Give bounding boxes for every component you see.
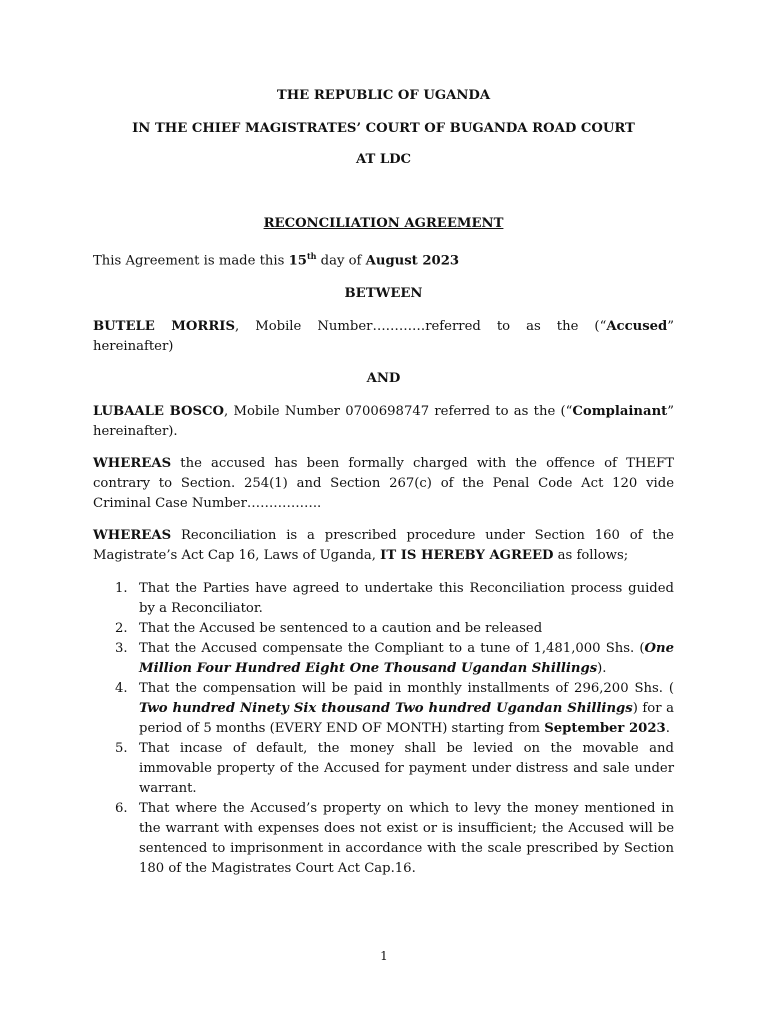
list-item-text: That incase of default, the money shall be levied on the movable and immovable property of the Accused for payment under distress and sale under warrant. xyxy=(139,741,674,797)
list-item-number: 4. xyxy=(115,681,128,697)
list-item xyxy=(93,799,674,879)
terms-list xyxy=(93,579,674,879)
whereas1-text: the accused has been formally charged with the offence of THEFT contrary to Section. 254(1) and Section 267(c) of the Penal Code Act 120 vide Criminal Case Number…………….. xyxy=(93,456,674,512)
whereas2-agreed: IT IS HEREBY AGREED xyxy=(380,548,554,564)
between-label: BETWEEN xyxy=(344,286,423,302)
header-court: IN THE CHIEF MAGISTRATES’ COURT OF BUGANDA ROAD COURT xyxy=(132,121,635,136)
and-label: AND xyxy=(366,371,401,387)
list-item-text: That the compensation will be paid in monthly installments of 296,200 Shs. ( xyxy=(139,681,674,697)
list-item-amount-words: One Million Four Hundred Eight One Thousand Ugandan Shillings xyxy=(139,641,674,677)
list-item xyxy=(93,619,674,639)
party1-role: Accused xyxy=(606,319,668,335)
party2-text1: , Mobile Number 0700698747 referred to as the (“ xyxy=(224,404,573,420)
list-item-number: 3. xyxy=(115,641,128,657)
document-body xyxy=(93,86,674,879)
list-item-text: That the Accused compensate the Compliant to a tune of 1,481,000 Shs. ( xyxy=(139,641,645,657)
header-republic: THE REPUBLIC OF UGANDA xyxy=(276,88,491,103)
whereas2-keyword: WHEREAS xyxy=(93,528,172,544)
intro-day-suffix: th xyxy=(306,251,317,261)
list-item-start-date: September 2023 xyxy=(544,721,666,737)
party1-text1: , Mobile Number…………referred to as the (“ xyxy=(234,319,607,335)
list-item-text: That the Accused be sentenced to a caution and be released xyxy=(139,621,543,637)
list-item-text: That the Parties have agreed to undertake this Reconciliation process guided by a Reconciliator. xyxy=(139,581,674,617)
party1-paragraph xyxy=(93,317,674,357)
party1-name: BUTELE MORRIS xyxy=(93,319,235,335)
intro-pre: This Agreement is made this xyxy=(93,253,289,269)
whereas1-keyword: WHEREAS xyxy=(93,456,172,472)
intro-mid: day of xyxy=(316,253,366,269)
party2-role: Complainant xyxy=(572,404,668,420)
list-item-number: 1. xyxy=(115,581,128,597)
party1-text2: ” hereinafter) xyxy=(93,319,674,355)
party2-text2: ” hereinafter). xyxy=(93,404,674,440)
party2-paragraph xyxy=(93,402,674,442)
intro-day: 15 xyxy=(288,253,307,269)
intro-paragraph xyxy=(93,246,674,271)
whereas2-paragraph xyxy=(93,526,674,566)
list-item xyxy=(93,579,674,619)
list-item xyxy=(93,739,674,799)
whereas1-paragraph xyxy=(93,454,674,514)
list-item-text: That where the Accused’s property on which to levy the money mentioned in the warrant with expenses does not exist or is insufficient; the Accused will be sentenced to imprisonment in accordance with the scale prescribed by Section 180 of the Magistrates Court Act Cap.16. xyxy=(139,801,674,877)
list-item-amount-words: Two hundred Ninety Six thousand Two hundred Ugandan Shillings xyxy=(139,701,633,717)
header-location: AT LDC xyxy=(355,152,412,167)
document-title xyxy=(93,214,674,234)
list-item-text-end: ). xyxy=(597,661,607,677)
party2-name: LUBAALE BOSCO xyxy=(93,404,225,420)
whereas2-text2: as follows; xyxy=(553,548,629,564)
list-item-number: 2. xyxy=(115,621,128,637)
page-number: 1 xyxy=(380,949,388,963)
list-item xyxy=(93,639,674,679)
intro-month: August 2023 xyxy=(365,253,460,269)
document-title-text: RECONCILIATION AGREEMENT xyxy=(263,216,504,231)
list-item-text-mid: ) for a period of 5 months (EVERY END OF MONTH) starting from xyxy=(139,701,675,737)
list-item-text-end: . xyxy=(665,721,670,737)
list-item-number: 6. xyxy=(115,801,128,817)
whereas2-text1: Reconciliation is a prescribed procedure under Section 160 of the Magistrate’s Act Cap 16, Laws of Uganda, xyxy=(93,528,674,564)
list-item xyxy=(93,679,674,739)
list-item-number: 5. xyxy=(115,741,128,757)
